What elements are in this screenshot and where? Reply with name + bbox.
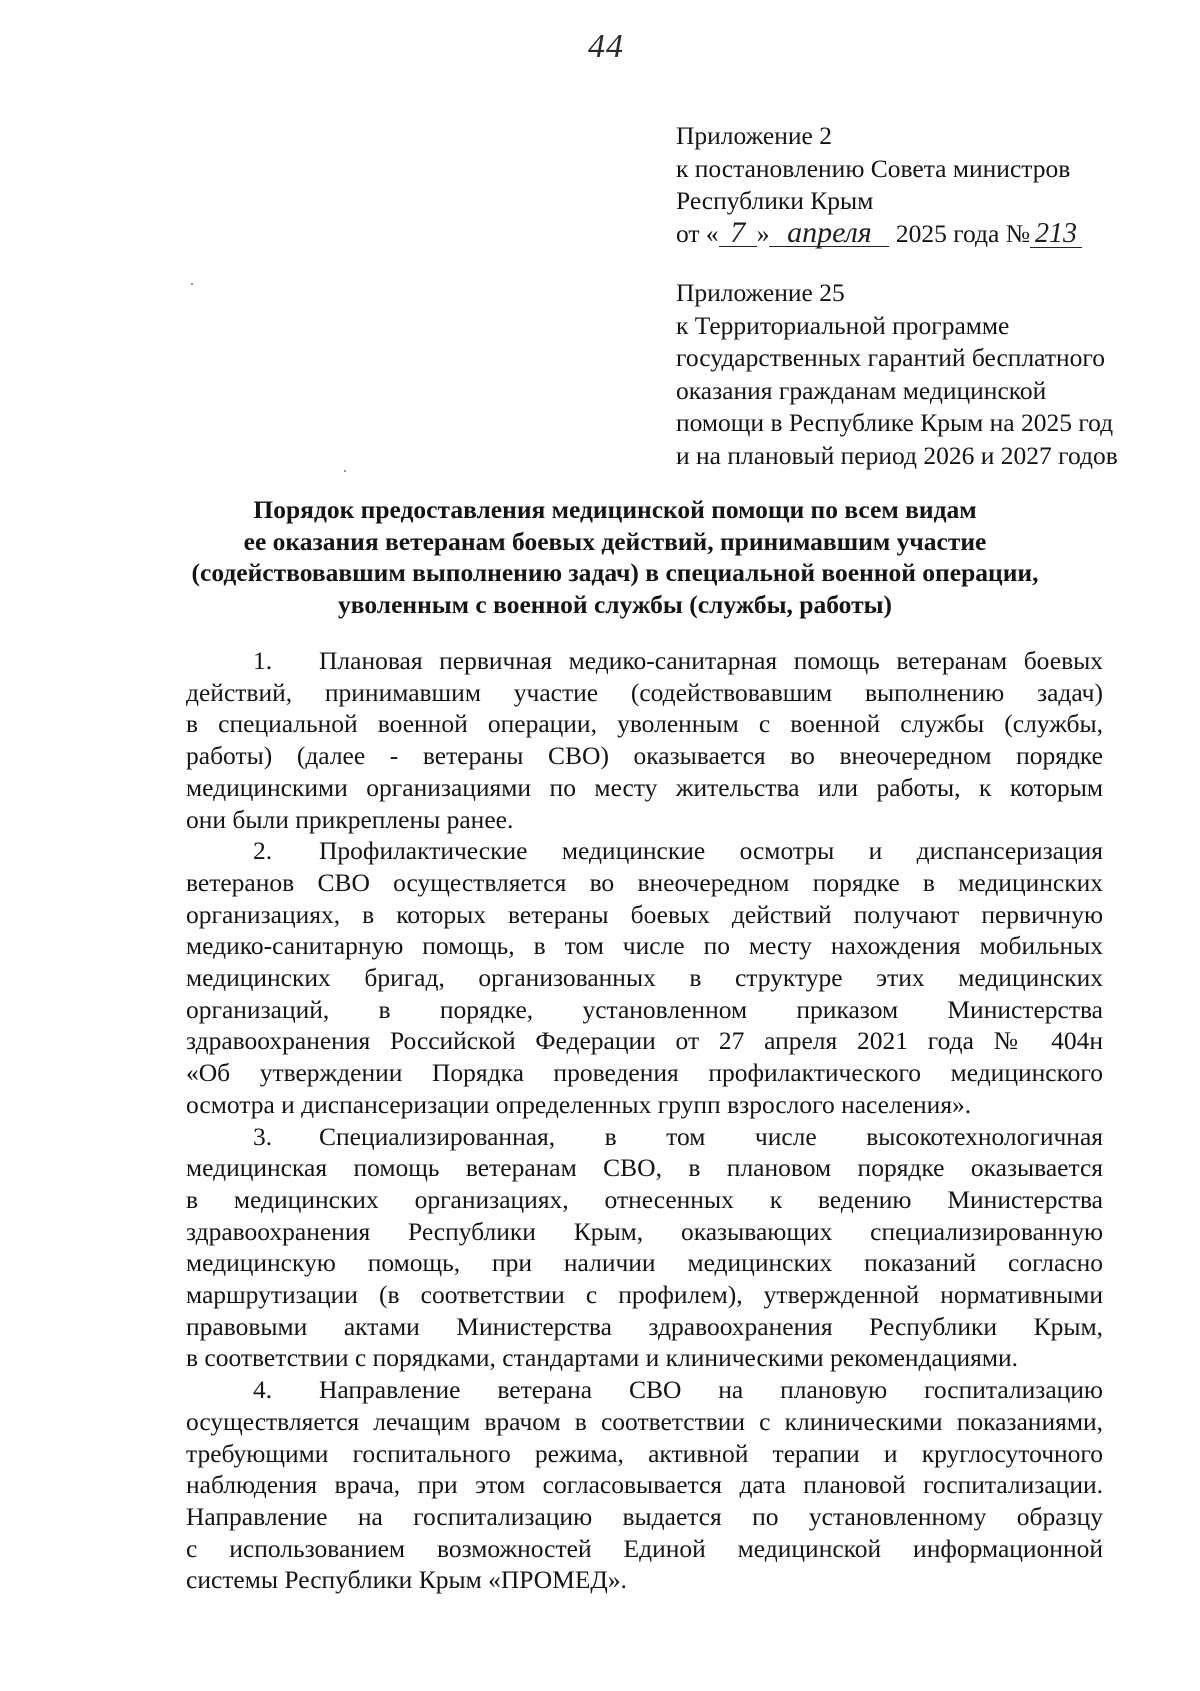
paragraph-line: в специальной военной операции, уволенным с военной службы (службы,: [186, 709, 1103, 739]
paragraph-line: осуществляется лечащим врачом в соответствии с клиническими показаниями,: [186, 1406, 1103, 1436]
paragraph-last-line: в соответствии с порядками, стандартами и клиническими рекомендациями.: [186, 1343, 1019, 1373]
handwritten-decree-number: 213: [1030, 221, 1082, 248]
title-line: уволенным с военной службы (службы, работы): [338, 589, 892, 619]
document-title: [150, 494, 1080, 620]
document-body: [186, 645, 1103, 1596]
paragraph-line: маршрутизации (в соответствии с профилем), утвержденной нормативными: [186, 1280, 1103, 1310]
scan-speck: [344, 470, 346, 472]
paragraph-line: медицинских бригад, организованных в структуре этих медицинских: [186, 963, 1103, 993]
date-mid: »: [756, 218, 770, 248]
paragraph-2: [186, 835, 1103, 1120]
appendix-25-line: и на плановый период 2026 и 2027 годов: [676, 440, 1118, 470]
appendix-25-line: государственных гарантий бесплатного: [676, 343, 1105, 373]
paragraph-line: ветеранов СВО осуществляется во внеочередном порядке в медицинских: [186, 867, 1103, 897]
appendix-2-line: к постановлению Совета министров: [676, 153, 1071, 183]
paragraph-line: медико-санитарную помощь, в том числе по месту нахождения мобильных: [186, 931, 1103, 961]
paragraph-line-text: Профилактические медицинские осмотры и диспансеризация: [319, 836, 1103, 866]
paragraph-line: с использованием возможностей Единой медицинской информационной: [186, 1533, 1103, 1563]
handwritten-day: 7: [719, 220, 757, 247]
paragraph-line-text: Плановая первичная медико-санитарная помощь ветеранам боевых: [319, 646, 1103, 675]
appendix-2-date-line: [676, 215, 1176, 251]
paragraph-first-line: [186, 1374, 1103, 1406]
paragraph-line: в медицинских организациях, отнесенных к ведению Министерства: [186, 1184, 1103, 1214]
handwritten-page-number: 44: [588, 28, 624, 65]
paragraph-line-text: Специализированная, в том числе высокотехнологичная: [319, 1121, 1103, 1151]
date-year: 2025 года №: [895, 218, 1031, 248]
appendix-25-line: помощи в Республике Крым на 2025 год: [676, 408, 1114, 438]
paragraph-line: работы) (далее - ветераны СВО) оказывается во внеочередном порядке: [186, 741, 1103, 771]
paragraph-first-line: [186, 835, 1103, 867]
title-line: ее оказания ветеранам боевых действий, принимавшим участие: [243, 526, 987, 556]
paragraph-number: 2.: [253, 836, 273, 866]
paragraph-line: требующими госпитального режима, активной терапии и круглосуточного: [186, 1438, 1103, 1468]
paragraph-last-line: системы Республики Крым «ПРОМЕД».: [186, 1565, 627, 1595]
paragraph-3: [186, 1121, 1103, 1375]
paragraph-first-line: [186, 645, 1103, 677]
scan-speck: [191, 283, 193, 285]
paragraph-4: [186, 1374, 1103, 1596]
title-line: Порядок предоставления медицинской помощи по всем видам: [253, 495, 977, 524]
appendix-25-line: оказания гражданам медицинской: [676, 375, 1047, 405]
paragraph-first-line: [186, 1121, 1103, 1153]
paragraph-number: 1.: [253, 646, 273, 675]
paragraph-line: «Об утверждении Порядка проведения профилактического медицинского: [186, 1058, 1103, 1088]
date-prefix: от «: [676, 218, 719, 248]
paragraph-number: 3.: [253, 1121, 273, 1151]
handwritten-month: апреля: [769, 220, 889, 247]
appendix-25-line: к Территориальной программе: [676, 310, 1010, 340]
paragraph-1: [186, 645, 1103, 835]
paragraph-line: здравоохранения Российской Федерации от 27 апреля 2021 года № 404н: [186, 1026, 1103, 1056]
paragraph-line: организациях, в которых ветераны боевых действий получают первичную: [186, 899, 1103, 929]
paragraph-number: 4.: [253, 1375, 273, 1405]
paragraph-line: медицинская помощь ветеранам СВО, в плановом порядке оказывается: [186, 1153, 1103, 1183]
paragraph-line-text: Направление ветерана СВО на плановую госпитализацию: [319, 1375, 1103, 1405]
appendix-25-line: Приложение 25: [676, 278, 845, 307]
appendix-2-line: Республики Крым: [676, 186, 874, 216]
paragraph-line: медицинскими организациями по месту жительства или работы, к которым: [186, 772, 1103, 802]
paragraph-line: Направление на госпитализацию выдается по установленному образцу: [186, 1501, 1103, 1531]
appendix-2-header: [676, 120, 1176, 250]
paragraph-last-line: осмотра и диспансеризации определенных групп взрослого населения».: [186, 1089, 972, 1119]
appendix-2-line: Приложение 2: [676, 121, 832, 150]
paragraph-line: действий, принимавшим участие (содействовавшим выполнению задач): [186, 677, 1103, 707]
paragraph-line: наблюдения врача, при этом согласовывается дата плановой госпитализации.: [186, 1470, 1103, 1500]
title-line: (содействовавшим выполнению задач) в специальной военной операции,: [191, 558, 1039, 587]
appendix-25-header: [676, 277, 1176, 473]
paragraph-line: медицинскую помощь, при наличии медицинских показаний согласно: [186, 1248, 1103, 1278]
paragraph-line: правовыми актами Министерства здравоохранения Республики Крым,: [186, 1311, 1103, 1341]
paragraph-last-line: они были прикреплены ранее.: [186, 804, 514, 834]
paragraph-line: организаций, в порядке, установленном приказом Министерства: [186, 994, 1103, 1024]
paragraph-line: здравоохранения Республики Крым, оказывающих специализированную: [186, 1216, 1103, 1246]
